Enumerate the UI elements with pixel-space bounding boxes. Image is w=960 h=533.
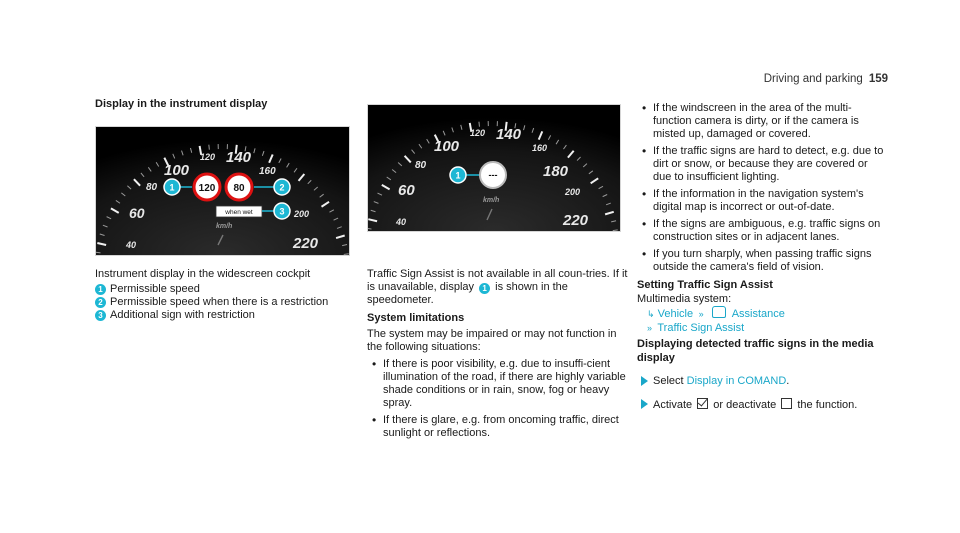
- unit-label: km/h: [483, 197, 500, 204]
- item-number: 1: [95, 284, 106, 295]
- display-heading: Displaying detected traffic signs in the media display: [637, 338, 874, 364]
- speedometer-graphic: [96, 127, 349, 255]
- speed-label: 80: [146, 182, 158, 193]
- unavailable-display-figure: [367, 104, 621, 232]
- limitations-intro: The system may be impaired or may not function in the following situations:: [367, 328, 617, 353]
- callout-number: 1: [169, 182, 175, 193]
- car-icon: [712, 306, 726, 318]
- dial-tick: [209, 145, 210, 150]
- list-item: • If you turn sharply, when passing traffic signs outside the camera's field of vision.: [637, 248, 887, 274]
- list-item: • If the traffic signs are hard to detect, e.g. due to dirt or snow, or because they are covered or due to insufficient lighting.: [637, 145, 887, 184]
- speed-label: 220: [293, 235, 319, 252]
- speed-label: 160: [532, 143, 548, 153]
- speed-label: 100: [164, 162, 190, 179]
- step-arrow-icon: [641, 399, 648, 409]
- list-item: • If the signs are ambiguous, e.g. traffic signs on construction sites or in adjacent lanes.: [637, 218, 887, 244]
- list-item: • If the windscreen in the area of the multi-function camera is dirty, or if the camera is misted up, damaged or covered.: [637, 102, 887, 141]
- dial-tick: [344, 254, 349, 255]
- list-item: • If there is poor visibility, e.g. due to insuffi-cient illumination of the road, if there are highly variable shade conditions or in rain, snow, fog or heavy spray.: [367, 358, 629, 410]
- dial-tick: [479, 122, 480, 127]
- step-text: .: [786, 375, 790, 387]
- limitations-list: [367, 358, 629, 440]
- step-activate: [637, 398, 887, 412]
- menu-path-continued: [637, 321, 887, 335]
- setting-heading: Setting Traffic Sign Assist: [637, 279, 773, 291]
- speedometer-graphic: [368, 105, 620, 231]
- caption-item: [95, 283, 357, 296]
- item-number: 3: [95, 310, 106, 321]
- item-text: Permissible speed: [110, 283, 200, 295]
- caption-item: [95, 309, 357, 322]
- page-header: [764, 73, 888, 85]
- speed-label: 120: [470, 128, 486, 138]
- column-3: [637, 102, 887, 412]
- additional-sign-text: when wet: [225, 209, 253, 216]
- unit-label: km/h: [216, 223, 233, 230]
- column-2: [367, 268, 629, 444]
- menu-link-traffic-sign-assist[interactable]: Traffic Sign Assist: [657, 322, 745, 334]
- step-text: Activate: [653, 399, 693, 411]
- speed-label: 60: [129, 205, 145, 221]
- chevron-right-icon: »: [647, 323, 655, 333]
- list-item: • If the information in the navigation system's digital map is incorrect or out-of-date.: [637, 188, 887, 214]
- callout-number: 1: [455, 170, 461, 181]
- speed-label: 120: [200, 152, 216, 162]
- item-text: Additional sign with restriction: [110, 309, 255, 321]
- path-start-icon: ↳: [647, 309, 655, 319]
- section-heading: Display in the instrument display: [95, 98, 268, 110]
- list-item: • If there is glare, e.g. from oncoming traffic, direct sunlight or reflections.: [367, 414, 629, 440]
- step-arrow-icon: [641, 376, 648, 386]
- caption-title: Instrument display in the widescreen cockpit: [95, 268, 311, 280]
- page-number: 159: [868, 73, 888, 85]
- speed-label: 200: [294, 209, 310, 219]
- instrument-display-figure: [95, 126, 350, 256]
- checkbox-checked-icon[interactable]: [697, 398, 708, 409]
- callout-number: 2: [279, 182, 285, 193]
- caption-item: [95, 296, 357, 309]
- menu-path: [637, 306, 887, 321]
- menu-link-vehicle[interactable]: Vehicle: [657, 308, 694, 320]
- speed-label: 180: [543, 163, 569, 180]
- speed-label: 80: [415, 160, 427, 171]
- speed-label: 40: [396, 217, 407, 227]
- speed-label: 60: [398, 182, 415, 199]
- checkbox-unchecked-icon[interactable]: [781, 398, 792, 409]
- speed-label: 40: [126, 240, 137, 250]
- speed-label: 200: [565, 187, 581, 197]
- figure-caption: [95, 268, 357, 322]
- step-text: or deactivate: [713, 399, 777, 411]
- intro-paragraph: [367, 268, 629, 307]
- item-text: Permissible speed when there is a restriction: [110, 296, 329, 308]
- restricted-speed-value: 80: [233, 183, 245, 194]
- multimedia-label: Multimedia system:: [637, 293, 732, 305]
- column-1: [95, 97, 355, 111]
- limitations-list-continued: [637, 102, 887, 274]
- speed-label: 140: [496, 126, 522, 143]
- step-text: the function.: [797, 399, 858, 411]
- speed-limit-value: 120: [198, 183, 216, 194]
- speed-label: 140: [226, 149, 252, 166]
- unavailable-sign-text: ---: [488, 170, 498, 180]
- speed-label: 160: [259, 166, 276, 177]
- callout-number: 3: [279, 206, 285, 217]
- limitations-heading: System limitations: [367, 312, 465, 324]
- menu-link-display-in-comand[interactable]: Display in COMAND: [686, 375, 787, 387]
- display-number: 1: [479, 283, 490, 294]
- speed-label: 220: [563, 212, 589, 229]
- menu-link-assistance[interactable]: Assistance: [731, 308, 785, 320]
- chevron-right-icon: »: [696, 309, 707, 319]
- step-select: [637, 375, 887, 388]
- speed-label: 100: [434, 138, 460, 155]
- dial-tick: [613, 230, 618, 231]
- step-text: Select: [653, 375, 684, 387]
- intro-text: is shown in the speedometer.: [367, 281, 568, 306]
- section-title: Driving and parking: [763, 73, 863, 85]
- item-number: 2: [95, 297, 106, 308]
- intro-text: Traffic Sign Assist is not available in all coun-tries. If it is unavailable, display: [367, 268, 628, 293]
